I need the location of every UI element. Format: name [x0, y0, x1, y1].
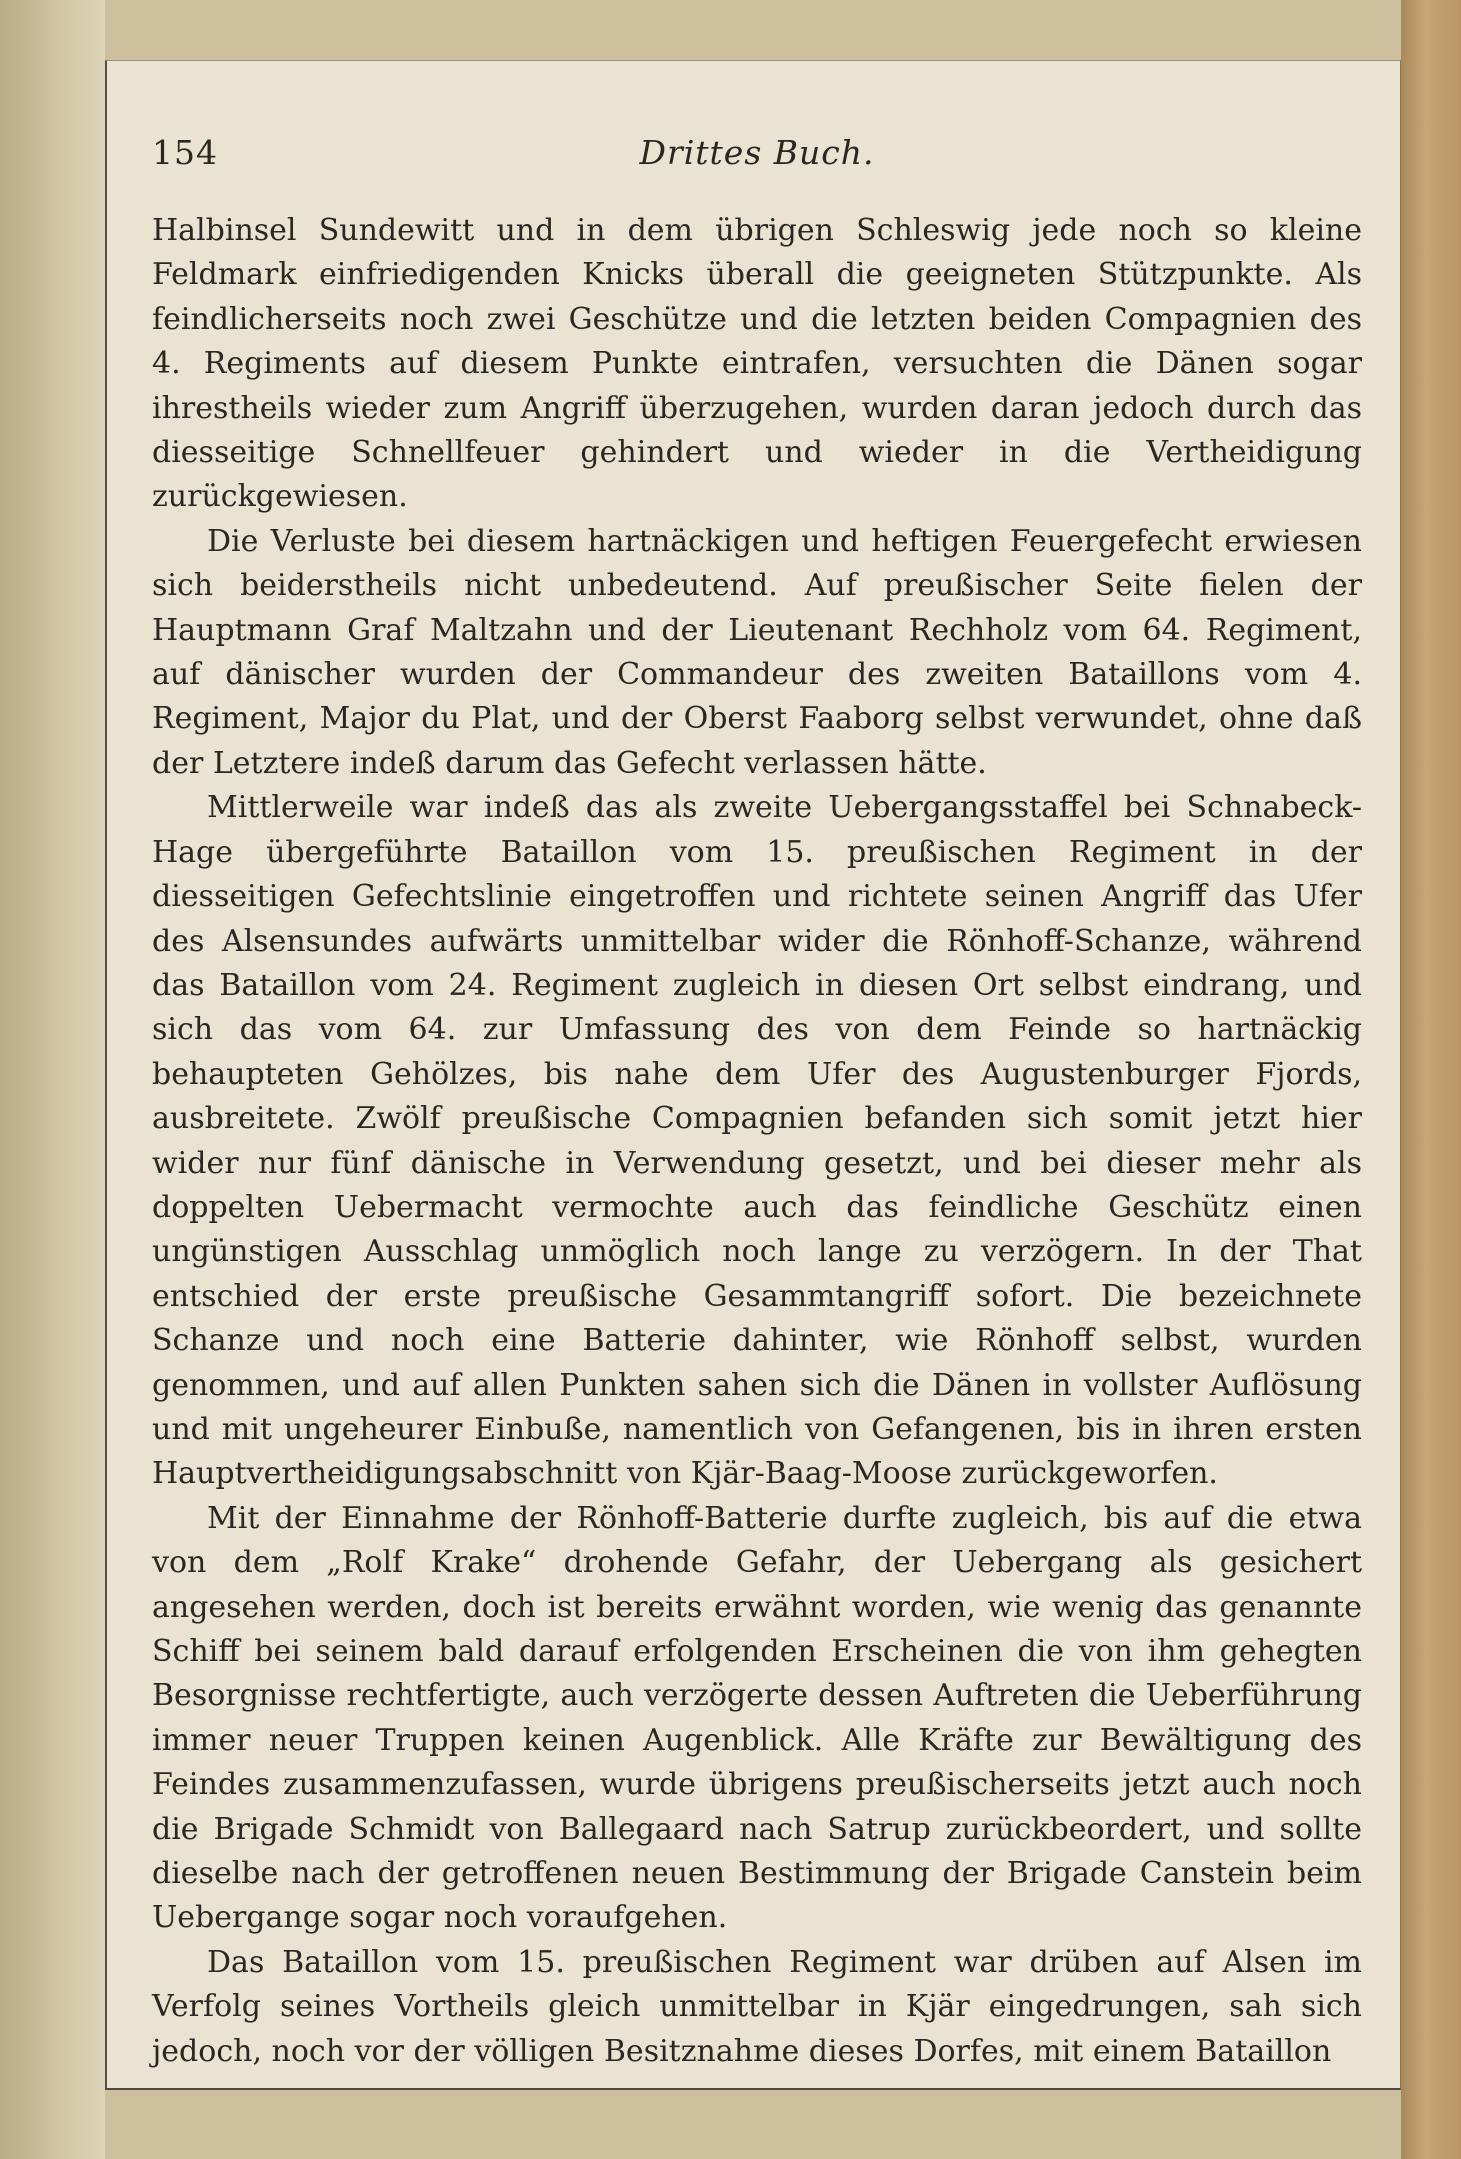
paragraph: Die Verluste bei diesem hartnäckigen und heftigen Feuergefecht erwiesen sich beiderstheils nicht unbedeutend. Auf preußischer Seite fielen der Hauptmann Graf Maltzahn und der Lieutenant Rechholz vom 64. Regiment, auf dänischer wurden der Commandeur des zweiten Bataillons vom 4. Regiment, Major du Plat, und der Oberst Faaborg selbst verwundet, ohne daß der Letztere indeß darum das Gefecht verlassen hätte. [152, 523, 1362, 781]
paragraph: Mit der Einnahme der Rönhoff-Batterie durfte zugleich, bis auf die etwa von dem „Rolf Krake“ drohende Gefahr, der Uebergang als gesichert angesehen werden, doch ist bereits erwähnt worden, wie wenig das genannte Schiff bei seinem bald darauf erfolgenden Erscheinen die von ihm gehegten Besorgnisse rechtfertigte, auch verzögerte dessen Auftreten die Ueberführung immer neuer Truppen keinen Augenblick. Alle Kräfte zur Bewältigung des Feindes zusammenzufassen, wurde übrigens preußischerseits jetzt auch noch die Brigade Schmidt von Ballegaard nach Satrup zurückbeordert, und sollte dieselbe nach der getroffenen neuen Bestimmung der Brigade Canstein beim Uebergange sogar noch voraufgehen. [152, 1500, 1362, 1936]
body-text [152, 209, 1362, 2074]
paragraph: Mittlerweile war indeß das als zweite Uebergangsstaffel bei Schnabeck-Hage übergeführte Bataillon vom 15. preußischen Regiment in der diesseitigen Gefechtslinie eingetroffen und richtete seinen Angriff das Ufer des Alsensundes aufwärts unmittelbar wider die Rönhoff-Schanze, während das Bataillon vom 24. Regiment zugleich in diesen Ort selbst eindrang, und sich das vom 64. zur Umfassung des von dem Feinde so hartnäckig behaupteten Gehölzes, bis nahe dem Ufer des Augustenburger Fjords, ausbreitete. Zwölf preußische Compagnien befanden sich somit jetzt hier wider nur fünf dänische in Verwendung gesetzt, und bei dieser mehr als doppelten Uebermacht vermochte auch das feindliche Geschütz einen ungünstigen Ausschlag unmöglich noch lange zu verzögern. In der That entschied der erste preußische Gesammtangriff sofort. Die bezeichnete Schanze und noch eine Batterie dahinter, wie Rönhoff selbst, wurden genommen, und auf allen Punkten sahen sich die Dänen in vollster Auflösung und mit ungeheurer Einbuße, namentlich von Gefangenen, bis in ihren ersten Hauptvertheidigungsabschnitt von Kjär-Baag-Moose zurückgeworfen. [152, 790, 1362, 1492]
scan-background-right [1401, 0, 1461, 2159]
page-number: 154 [152, 133, 218, 172]
running-head: Drittes Buch. [639, 133, 875, 172]
paragraph: Das Bataillon vom 15. preußischen Regiment war drüben auf Alsen im Verfolg seines Vortheils gleich unmittelbar in Kjär eingedrungen, sah sich jedoch, noch vor der völligen Besitznahme dieses Dorfes, mit einem Bataillon [152, 1944, 1362, 2069]
paragraph: Halbinsel Sundewitt und in dem übrigen Schleswig jede noch so kleine Feldmark einfriedigenden Knicks überall die geeigneten Stützpunkte. Als feindlicherseits noch zwei Geschütze und die letzten beiden Compagnien des 4. Regiments auf diesem Punkte eintrafen, versuchten die Dänen sogar ihrestheils wieder zum Angriff überzugehen, wurden daran jedoch durch das diesseitige Schnellfeuer gehindert und wieder in die Vertheidigung zurückgewiesen. [152, 213, 1362, 515]
page-header [152, 133, 1362, 183]
scan-background-left [0, 0, 105, 2159]
book-page [105, 60, 1401, 2090]
